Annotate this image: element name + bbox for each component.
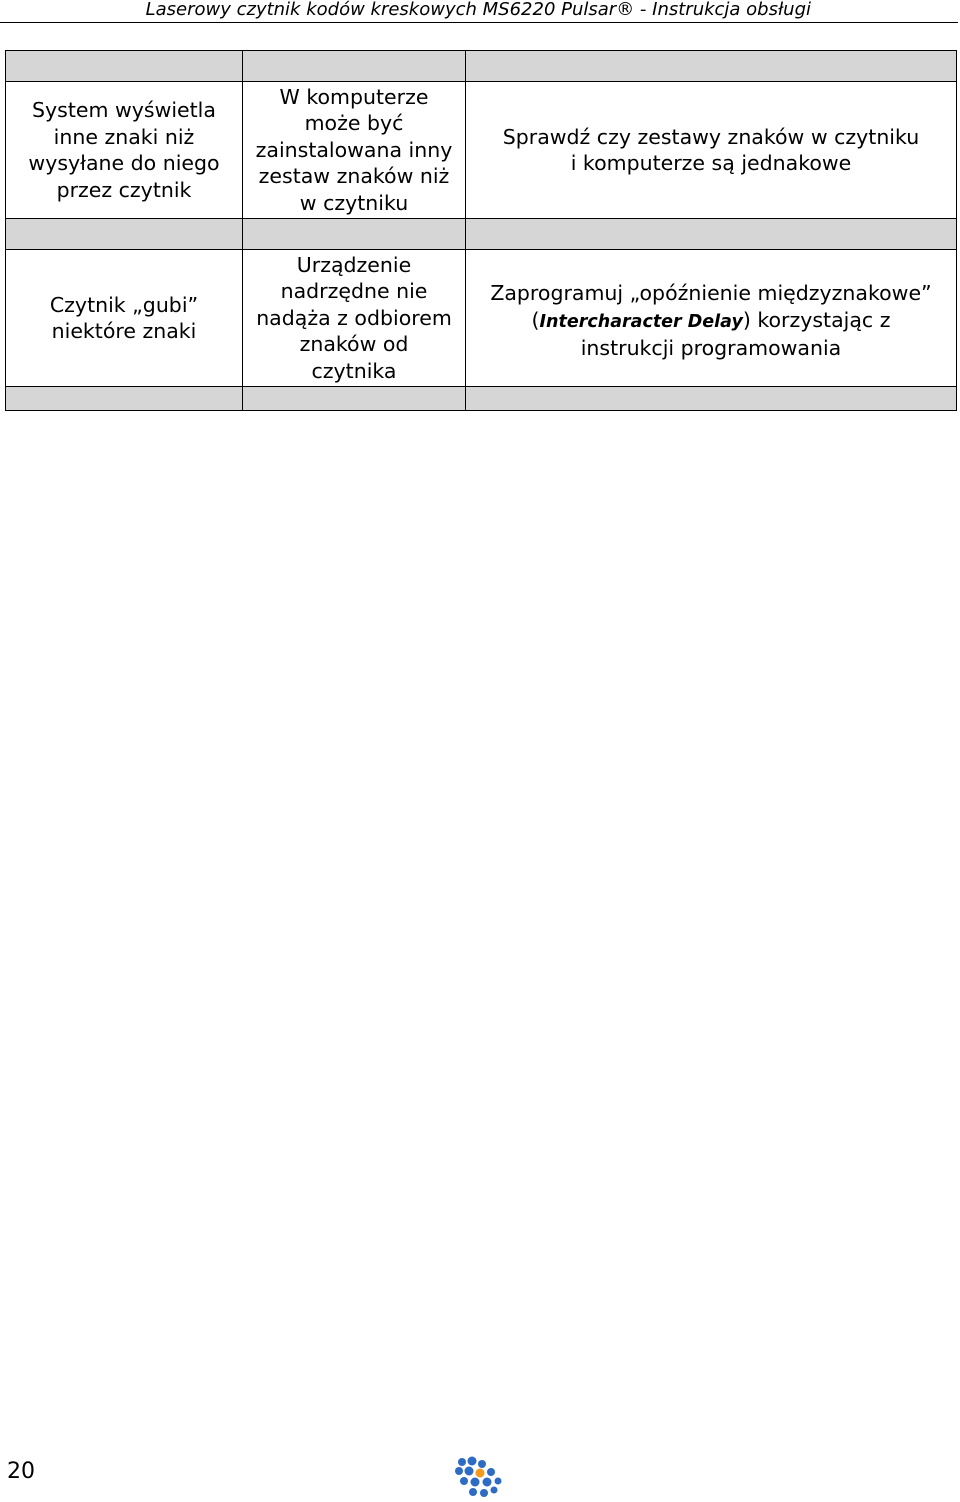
intercharacter-delay-term: Intercharacter Delay: [539, 311, 743, 332]
troubleshooting-table: [5, 50, 957, 411]
text-line: nadąża z odbiorem: [256, 305, 452, 330]
text-line: inne znaki niż: [53, 124, 195, 149]
text-fragment: ) korzystając z: [742, 307, 891, 332]
text-line: Urządzenie: [296, 252, 412, 277]
shaded-row: [6, 51, 957, 82]
text-line: System wyświetla: [32, 98, 216, 122]
page-header: [0, 0, 958, 23]
shaded-row: [6, 387, 957, 411]
shaded-row: [6, 219, 957, 250]
text-line: w czytniku: [299, 190, 409, 215]
text-line: czytnika: [311, 358, 397, 383]
text-line: i komputerze są jednakowe: [570, 151, 852, 175]
blue-dots-logo-icon: [453, 1456, 505, 1500]
solution-cell: [466, 82, 957, 219]
text-line: przez czytnik: [56, 177, 192, 202]
text-line: zestaw znaków niż: [258, 164, 450, 189]
header-title: Laserowy czytnik kodów kreskowych MS6220 Pulsar® - Instrukcja obsługi: [145, 0, 811, 20]
page-number: 20: [7, 1459, 35, 1484]
text-line: Czytnik „gubi”: [49, 292, 199, 317]
paren-open: (: [531, 307, 540, 332]
cause-cell: [243, 82, 466, 219]
text-line: nadrzędne nie: [280, 279, 428, 304]
text-line: W komputerze: [279, 84, 429, 109]
text-line: [469, 307, 953, 336]
problem-cell: [6, 250, 243, 387]
cause-cell: [243, 250, 466, 387]
text-line: zainstalowana inny: [255, 137, 453, 162]
text-line: może być: [304, 111, 404, 136]
text-line: Zaprogramuj „opóźnienie międzyznakowe”: [490, 281, 932, 305]
problem-cell: [6, 82, 243, 219]
text-line: Sprawdź czy zestawy znaków w czytniku: [502, 124, 920, 149]
text-line: znaków od: [299, 332, 409, 357]
solution-cell: [466, 250, 957, 387]
table-row: [6, 82, 957, 219]
table-row: [6, 250, 957, 387]
text-line: niektóre znaki: [51, 319, 197, 343]
text-line: instrukcji programowania: [580, 336, 842, 360]
text-line: wysyłane do niego: [28, 151, 220, 175]
